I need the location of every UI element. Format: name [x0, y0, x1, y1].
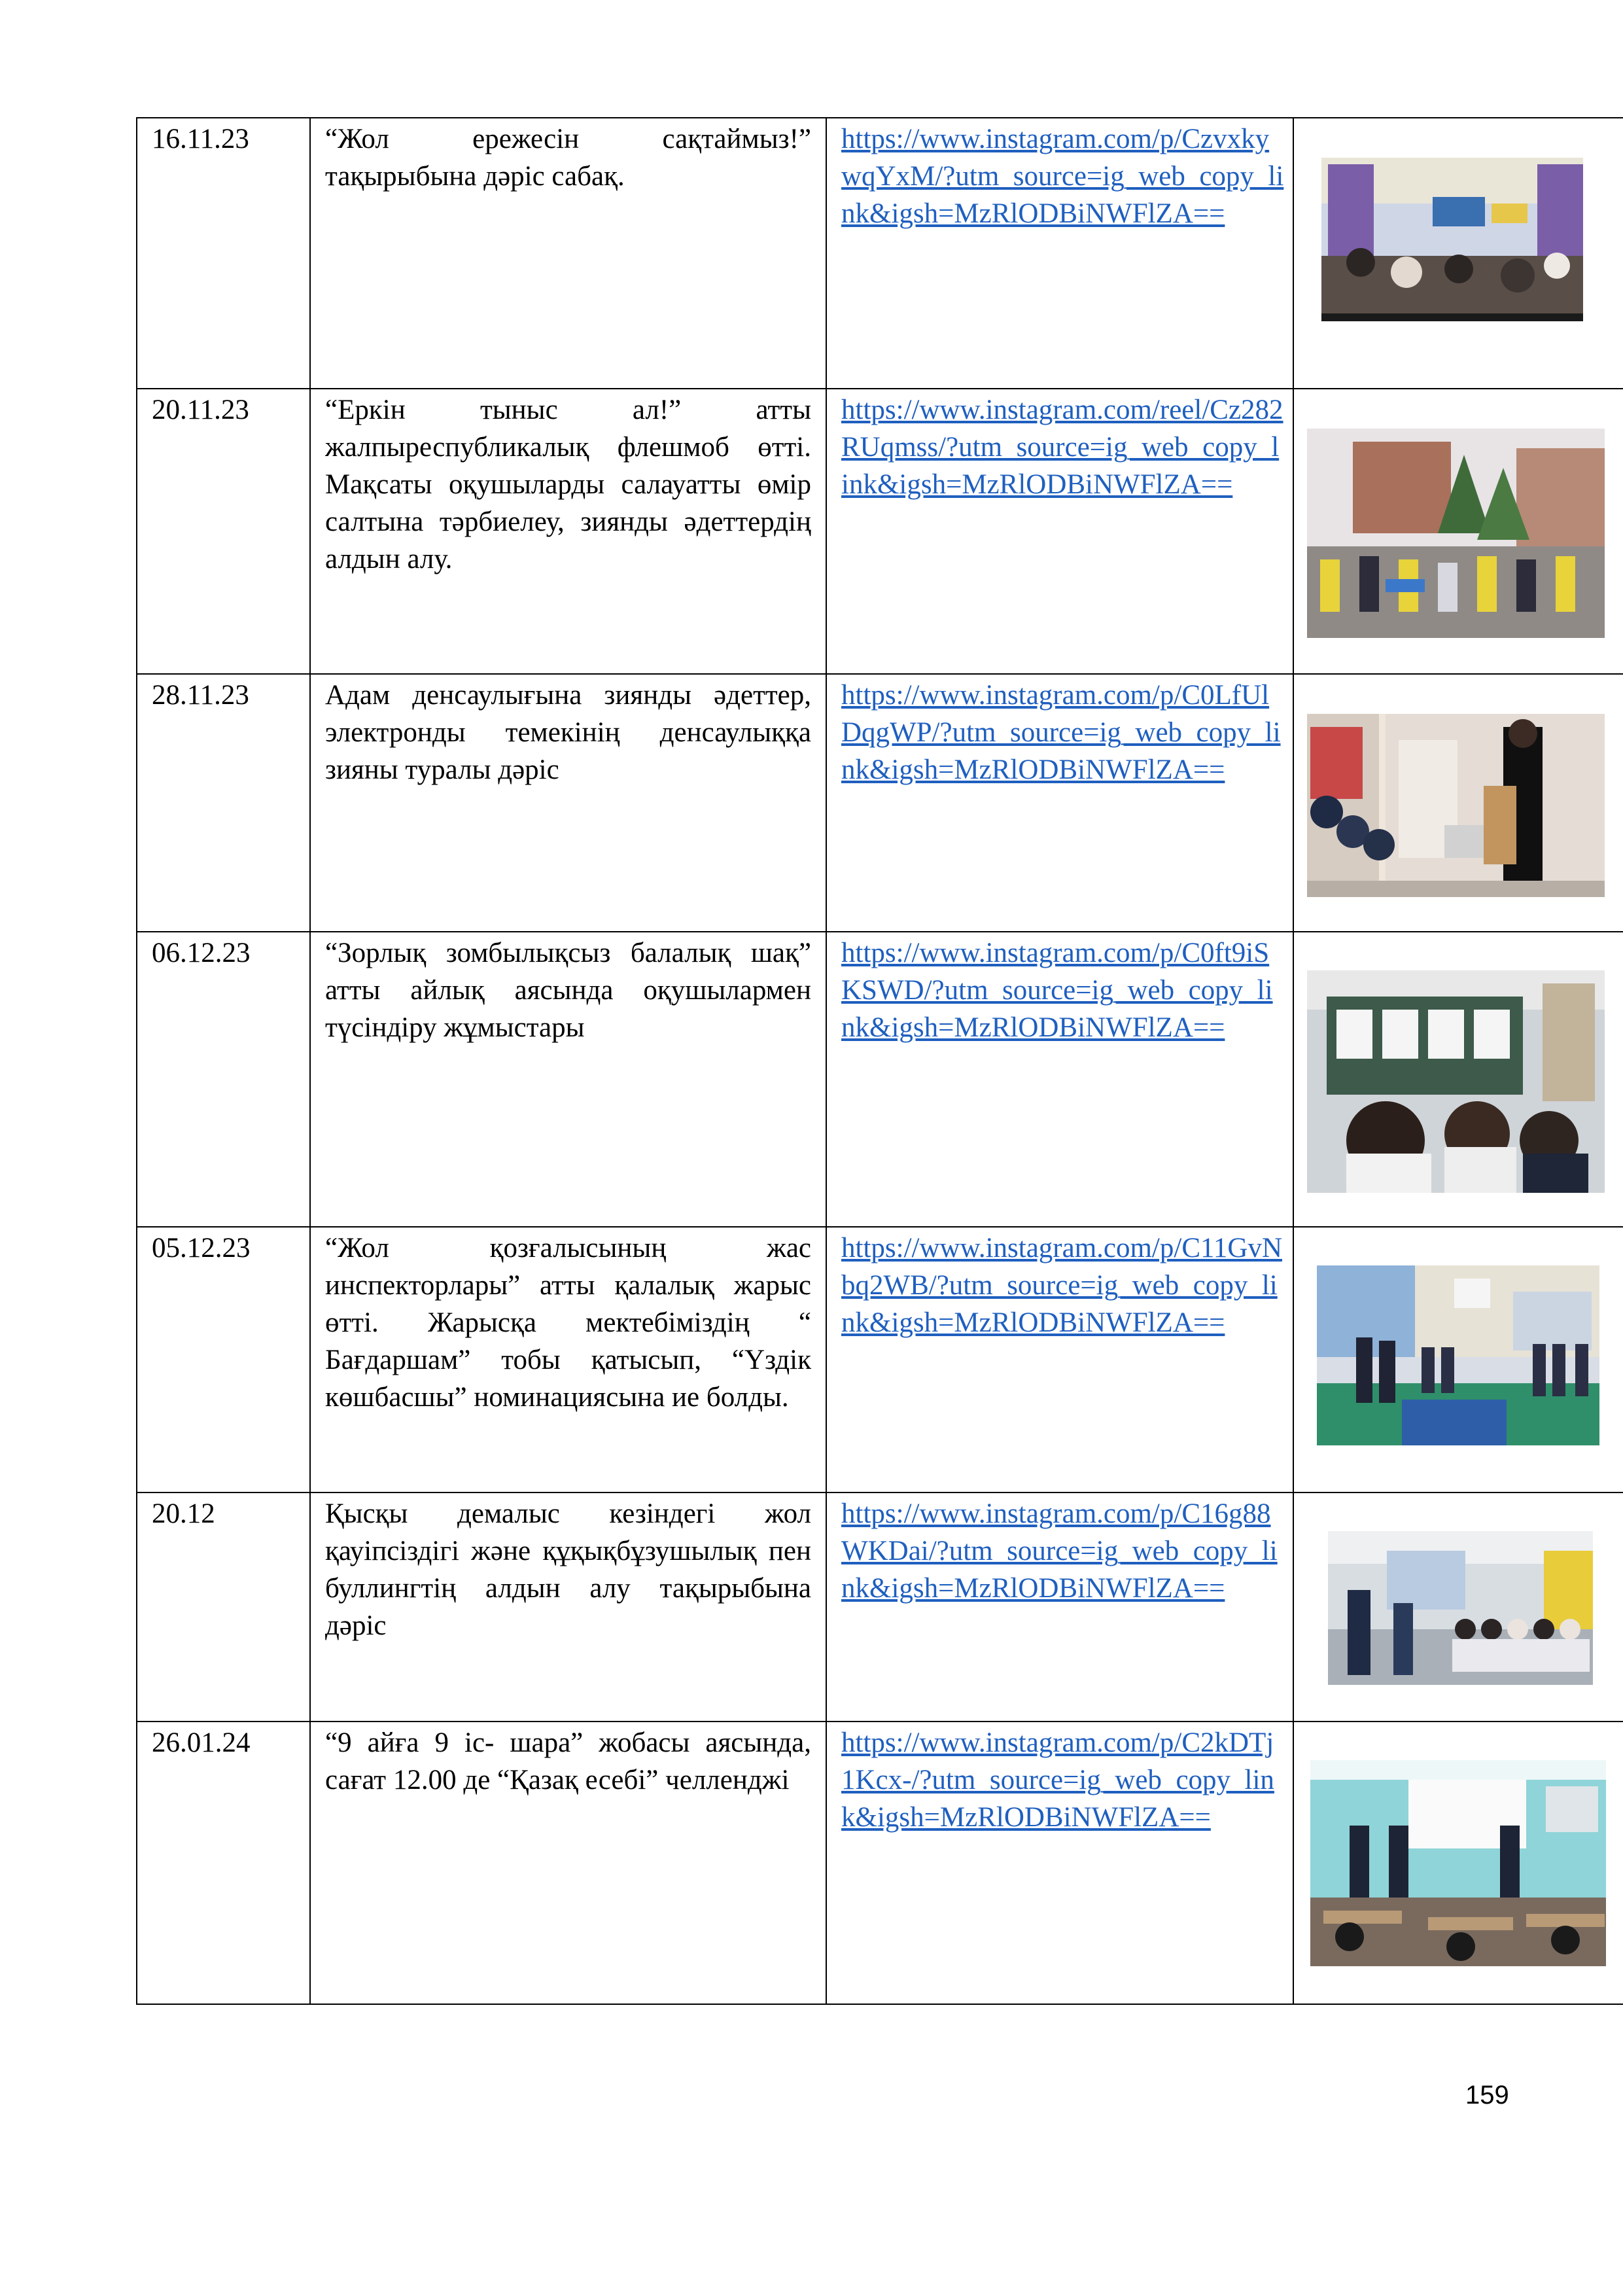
hallway-meeting-photo-icon — [1328, 1531, 1593, 1685]
instagram-link[interactable]: https://www.instagram.com/p/C0LfUlDqgWP/?utm_source=ig_web_copy_link&igsh=MzRlODBiNWFlZA== — [841, 680, 1281, 785]
instagram-link[interactable]: https://www.instagram.com/p/C11GvNbq2WB/?utm_source=ig_web_copy_link&igsh=MzRlODBiNWFlZA== — [841, 1233, 1283, 1338]
description-text: “Еркін тыныс ал!” атты жалпыреспубликалық флешмоб өтті. Мақсаты оқушыларды салауатты өмір салтына тәрбиелеу, зиянды әдеттердің алдын алу. — [325, 395, 811, 574]
photo-cell — [1293, 1227, 1623, 1492]
instagram-link[interactable]: https://www.instagram.com/p/C0ft9iSKSWD/?utm_source=ig_web_copy_link&igsh=MzRlODBiNWFlZA== — [841, 938, 1273, 1043]
description-cell — [310, 1492, 826, 1722]
description-cell — [310, 118, 826, 389]
description-cell — [310, 932, 826, 1227]
link-cell — [826, 1227, 1293, 1492]
instagram-link[interactable]: https://www.instagram.com/p/CzvxkywqYxM/?utm_source=ig_web_copy_link&igsh=MzRlODBiNWFlZA== — [841, 124, 1284, 229]
date-cell: 26.01.24 — [137, 1722, 310, 2004]
description-text: Адам денсаулығына зиянды әдеттер, электронды темекінің денсаулыққа зияны туралы дәріс — [325, 680, 811, 785]
page-number: 159 — [1465, 2081, 1509, 2110]
photo-cell — [1293, 118, 1623, 389]
description-cell — [310, 1227, 826, 1492]
description-text: “Зорлық зомбылықсыз балалық шақ” атты айлық аясында оқушылармен түсіндіру жұмыстары — [325, 938, 811, 1043]
photo-cell — [1293, 1492, 1623, 1722]
photo-cell — [1293, 674, 1623, 932]
date-cell: 06.12.23 — [137, 932, 310, 1227]
instagram-link[interactable]: https://www.instagram.com/p/C16g88WKDai/?utm_source=ig_web_copy_link&igsh=MzRlODBiNWFlZA== — [841, 1498, 1278, 1604]
lecture-podium-photo-icon — [1307, 714, 1605, 897]
table-row — [137, 118, 1623, 389]
description-cell — [310, 674, 826, 932]
photo-cell — [1293, 389, 1623, 674]
table-row — [137, 389, 1623, 674]
description-text: “Жол ережесін сақтаймыз!” тақырыбына дәріс сабақ. — [325, 124, 811, 192]
description-text: Қысқы демалыс кезіндегі жол қауіпсіздігі және құқықбұзушылық пен буллингтің алдын алу тақырыбына дәріс — [325, 1498, 811, 1641]
date-cell: 20.12 — [137, 1492, 310, 1722]
photo-cell — [1293, 1722, 1623, 2004]
description-cell — [310, 1722, 826, 2004]
students-at-board-photo-icon — [1307, 970, 1605, 1193]
link-cell — [826, 932, 1293, 1227]
date-cell: 20.11.23 — [137, 389, 310, 674]
gym-competition-photo-icon — [1317, 1265, 1599, 1445]
classroom-challenge-photo-icon — [1310, 1760, 1606, 1966]
date-cell: 05.12.23 — [137, 1227, 310, 1492]
date-cell: 28.11.23 — [137, 674, 310, 932]
table-row — [137, 1492, 1623, 1722]
table-row — [137, 932, 1623, 1227]
outdoor-flashmob-photo-icon — [1307, 429, 1605, 638]
photo-cell — [1293, 932, 1623, 1227]
instagram-link[interactable]: https://www.instagram.com/p/C2kDTj1Kcx-/?utm_source=ig_web_copy_link&igsh=MzRlODBiNWFlZA== — [841, 1727, 1274, 1833]
link-cell — [826, 674, 1293, 932]
table-row — [137, 1722, 1623, 2004]
link-cell — [826, 389, 1293, 674]
description-text: “Жол қозғалысының жас инспекторлары” атты қалалық жарыс өтті. Жарысқа мектебіміздің “ Бағдаршам” тобы қатысып, “Үздік көшбасшы” номинациясына ие болды. — [325, 1233, 811, 1413]
lecture-hall-photo-icon — [1321, 158, 1583, 321]
events-table — [136, 117, 1623, 2005]
description-cell — [310, 389, 826, 674]
table-row — [137, 1227, 1623, 1492]
link-cell — [826, 118, 1293, 389]
link-cell — [826, 1492, 1293, 1722]
date-cell: 16.11.23 — [137, 118, 310, 389]
description-text: “9 айға 9 іс- шара” жобасы аясында, сағат 12.00 де “Қазақ есебі” челленджі — [325, 1727, 811, 1795]
table-row — [137, 674, 1623, 932]
instagram-link[interactable]: https://www.instagram.com/reel/Cz282RUqmss/?utm_source=ig_web_copy_link&igsh=MzRlODBiNWFlZA== — [841, 395, 1283, 500]
link-cell — [826, 1722, 1293, 2004]
